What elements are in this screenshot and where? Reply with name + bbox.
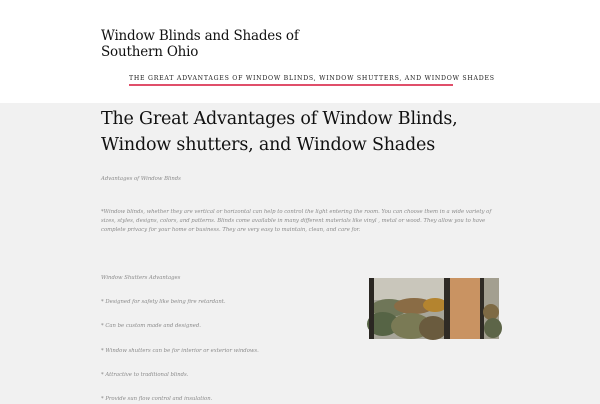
window-shade-photo — [369, 278, 499, 339]
shutters-list-item: * Provide sun flow control and insulation. — [101, 396, 213, 402]
shutters-list-item: * Window shutters can be for interior or exterior windows. — [101, 348, 259, 354]
blinds-paragraph: *Window blinds, whether they are vertical or horizontal can help to control the light entering the room. You can choose them in a wide variety of sizes, styles, designs, colors, and patterns. Blinds come available in many different materials like vinyl , metal or wood. They allow you to have complete privacy for your home or business. They are very easy to maintain, clean, and care for. — [101, 209, 492, 233]
nav-link-advantages[interactable]: THE GREAT ADVANTAGES OF WINDOW BLINDS, WINDOW SHUTTERS, AND WINDOW SHADES — [129, 75, 495, 82]
shutters-list-item: * Can be custom made and designed. — [101, 323, 201, 329]
shutters-list-item: * Attractive to traditional blinds. — [101, 372, 189, 378]
shutters-heading: Window Shutters Advantages — [101, 275, 181, 281]
shutters-list-item: * Designed for safety like being fire retardant. — [101, 299, 226, 305]
blinds-heading: Advantages of Window Blinds — [101, 176, 181, 182]
window-shade-photo-graphic — [369, 278, 499, 339]
nav-active-underline — [129, 84, 453, 86]
site-title[interactable]: Window Blinds and Shades of Southern Ohio — [101, 28, 299, 60]
site-header — [0, 0, 600, 103]
page-title: The Great Advantages of Window Blinds, Window shutters, and Window Shades — [101, 109, 458, 155]
